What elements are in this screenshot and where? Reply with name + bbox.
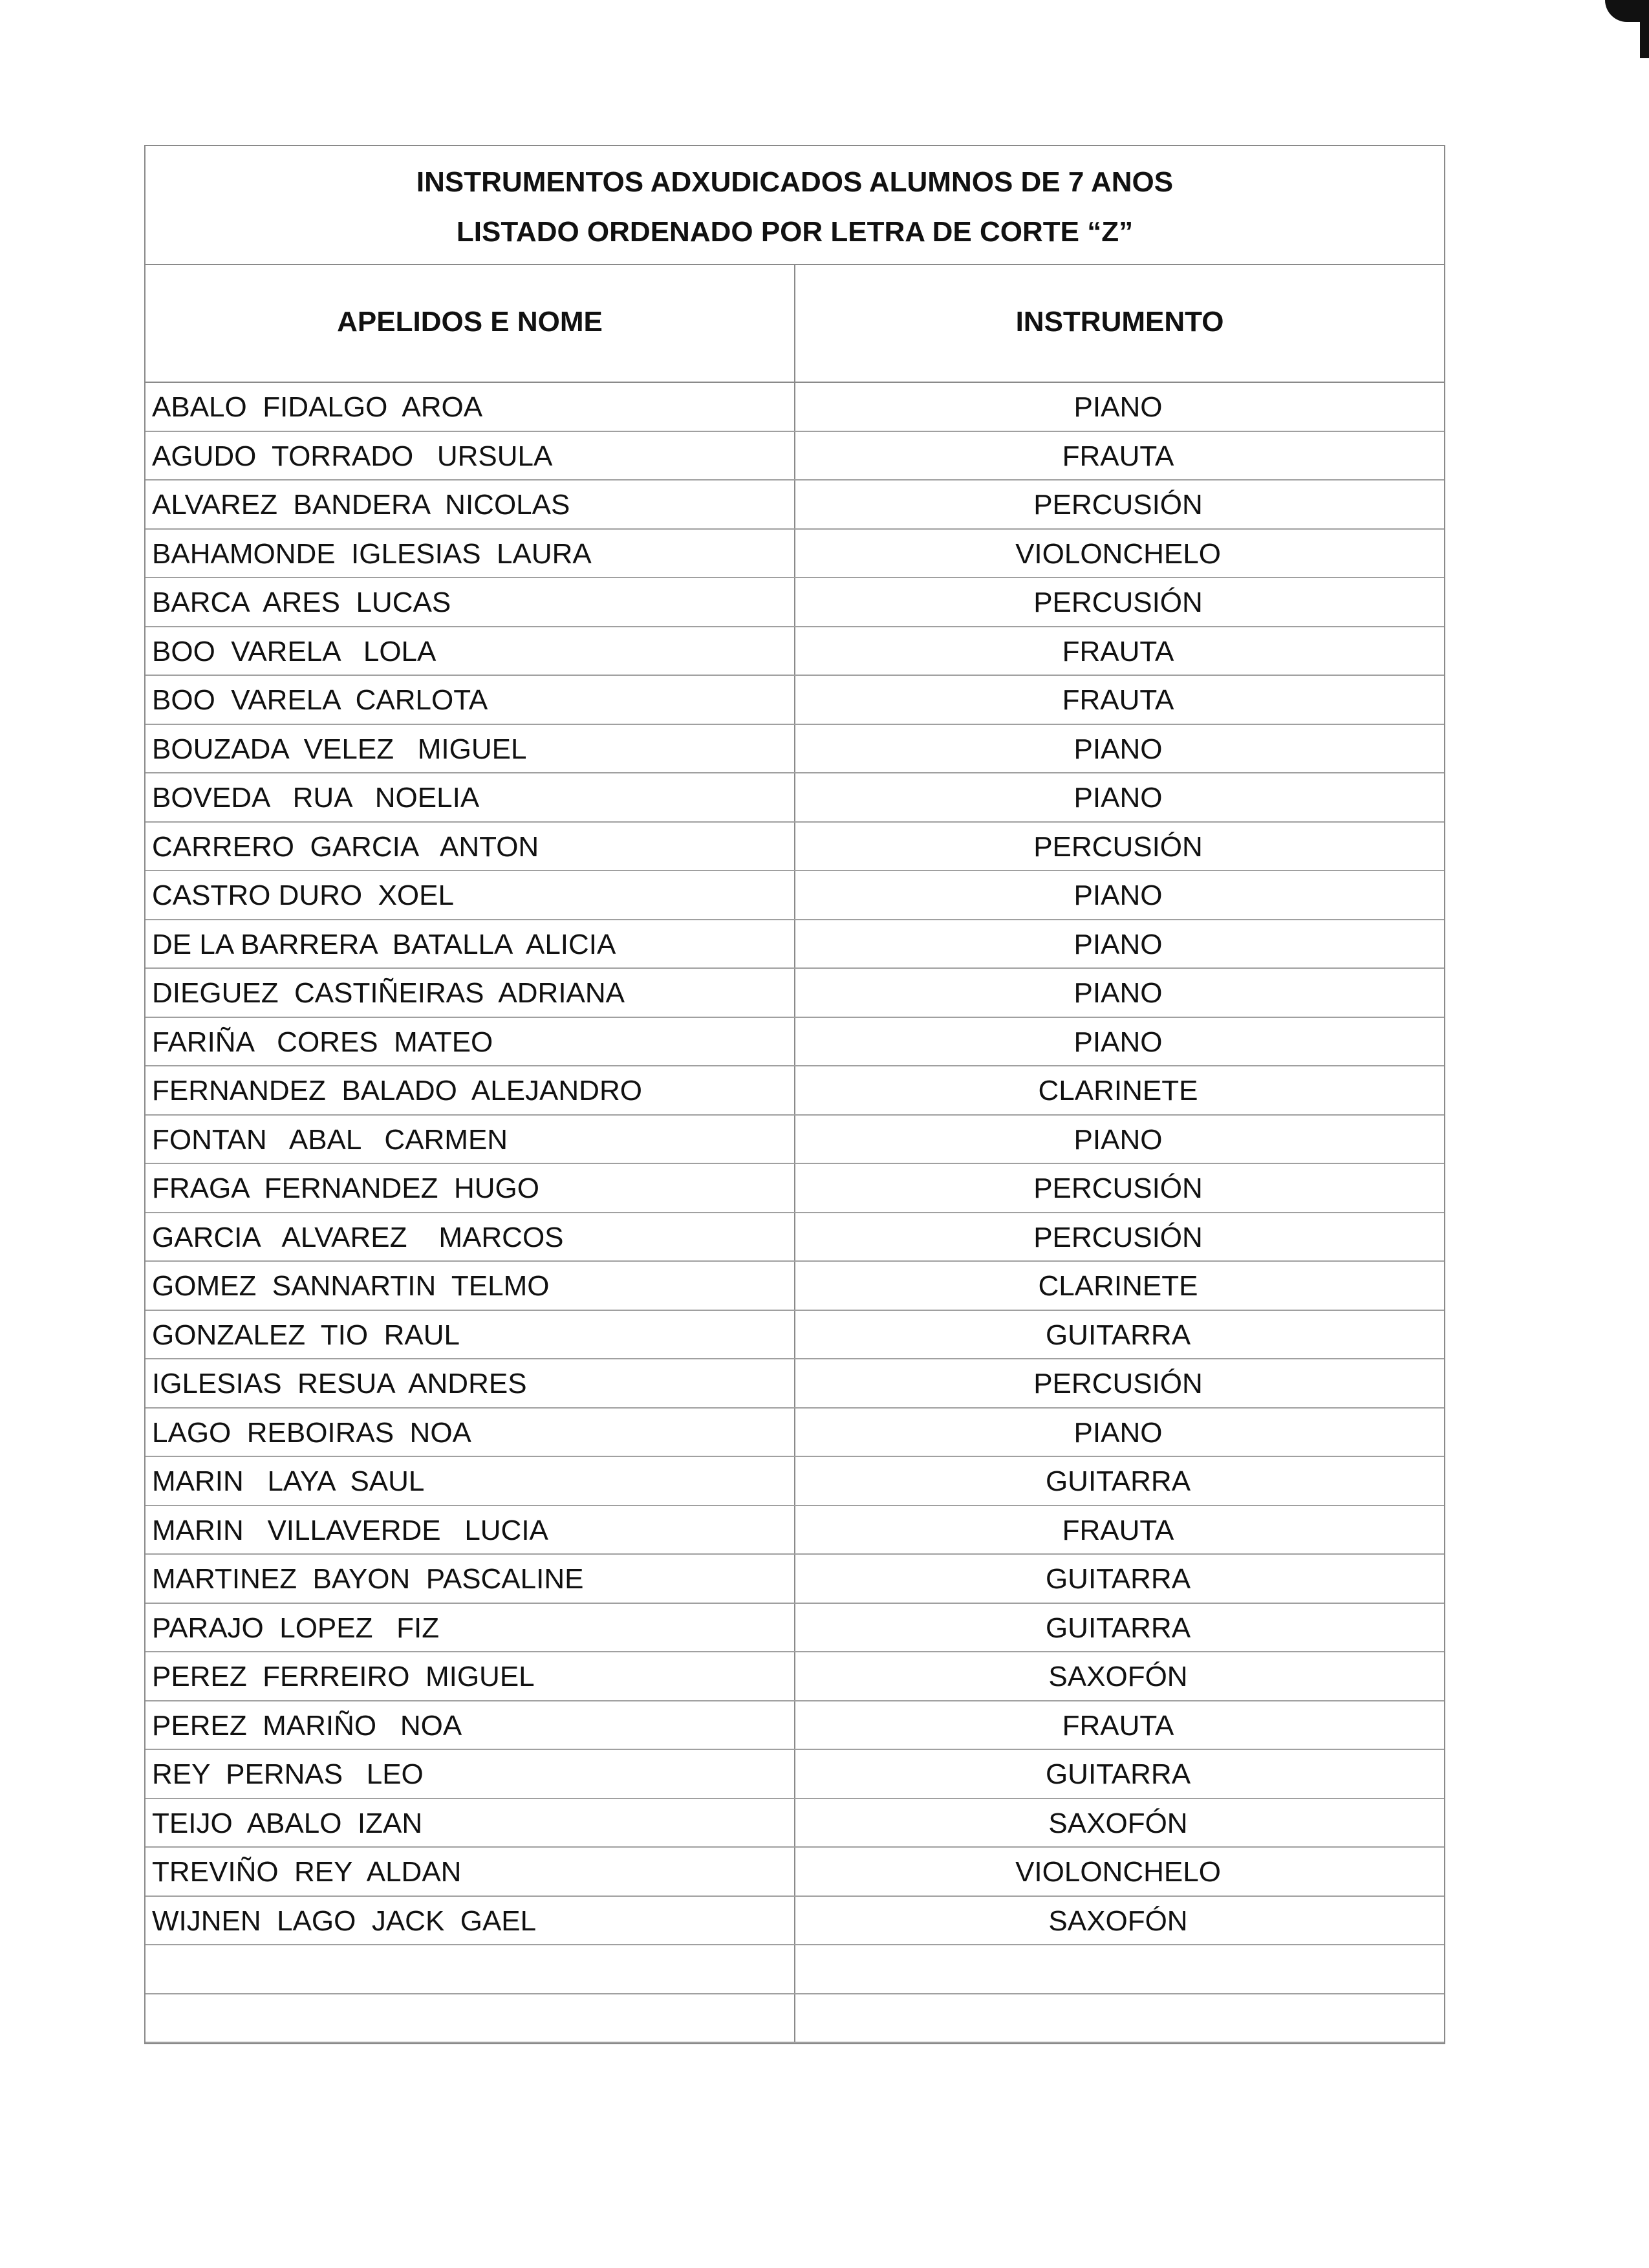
- table-title-block: [146, 146, 1444, 265]
- instrument-cell: PERCUSIÓN: [1033, 489, 1203, 521]
- instrument-cell: GUITARRA: [1045, 1563, 1191, 1595]
- table-row: [146, 1359, 1444, 1409]
- student-name-cell: DE LA BARRERA BATALLA ALICIA: [146, 920, 795, 968]
- instrument-cell: [795, 1945, 1444, 1993]
- instrument-cell: VIOLONCHELO: [1015, 1856, 1221, 1888]
- table-row: [146, 1116, 1444, 1165]
- instrument-cell: PIANO: [1073, 391, 1163, 423]
- table-body: [146, 383, 1444, 2043]
- instrument-cell: FRAUTA: [1062, 635, 1174, 667]
- student-name-cell: CASTRO DURO XOEL: [146, 871, 795, 919]
- instrument-cell: PIANO: [1073, 1416, 1163, 1449]
- instrument-cell: CLARINETE: [1038, 1270, 1198, 1302]
- table-row: [146, 383, 1444, 432]
- student-name-cell: FERNANDEZ BALADO ALEJANDRO: [146, 1066, 795, 1114]
- table-row: [146, 1701, 1444, 1751]
- student-name-cell: ALVAREZ BANDERA NICOLAS: [146, 481, 795, 528]
- student-name-cell: TEIJO ABALO IZAN: [146, 1799, 795, 1847]
- student-name-cell: ABALO FIDALGO AROA: [146, 383, 795, 431]
- table-row: [146, 1506, 1444, 1555]
- table-row: [146, 1457, 1444, 1506]
- instrument-cell: FRAUTA: [1062, 440, 1174, 472]
- table-row: [146, 1555, 1444, 1604]
- instrument-cell: GUITARRA: [1045, 1319, 1191, 1351]
- instrument-cell: FRAUTA: [1062, 1709, 1174, 1742]
- table-row: [146, 481, 1444, 530]
- instrument-cell: SAXOFÓN: [1048, 1661, 1188, 1692]
- student-name-cell: PARAJO LOPEZ FIZ: [146, 1604, 795, 1652]
- table-row: [146, 627, 1444, 676]
- instrument-cell: GUITARRA: [1045, 1612, 1191, 1644]
- student-name-cell: IGLESIAS RESUA ANDRES: [146, 1359, 795, 1407]
- instrument-cell: [795, 1994, 1444, 2042]
- instrument-cell: VIOLONCHELO: [1015, 537, 1221, 570]
- instrument-cell: SAXOFÓN: [1048, 1807, 1188, 1839]
- student-name-cell: MARIN LAYA SAUL: [146, 1457, 795, 1505]
- table-row: [146, 1164, 1444, 1213]
- table-row: [146, 1604, 1444, 1653]
- student-name-cell: BAHAMONDE IGLESIAS LAURA: [146, 530, 795, 578]
- instrument-cell: PIANO: [1073, 928, 1163, 960]
- instrument-cell: PERCUSIÓN: [1033, 1368, 1203, 1399]
- instrument-cell: PERCUSIÓN: [1033, 1221, 1203, 1253]
- student-name-cell: PEREZ MARIÑO NOA: [146, 1701, 795, 1749]
- student-name-cell: MARTINEZ BAYON PASCALINE: [146, 1555, 795, 1603]
- instrument-cell: PIANO: [1073, 782, 1163, 814]
- document-title: INSTRUMENTOS ADXUDICADOS ALUMNOS DE 7 ANOS: [416, 166, 1174, 198]
- student-name-cell: [146, 1994, 795, 2042]
- assignment-table: [144, 145, 1445, 2044]
- student-name-cell: TREVIÑO REY ALDAN: [146, 1848, 795, 1895]
- table-row: [146, 530, 1444, 579]
- table-row: [146, 1750, 1444, 1799]
- student-name-cell: LAGO REBOIRAS NOA: [146, 1409, 795, 1456]
- table-row: [146, 1213, 1444, 1262]
- table-row: [146, 1799, 1444, 1848]
- instrument-cell: PIANO: [1073, 1026, 1163, 1058]
- table-row: [146, 1262, 1444, 1311]
- instrument-cell: PERCUSIÓN: [1033, 587, 1203, 618]
- student-name-cell: GOMEZ SANNARTIN TELMO: [146, 1262, 795, 1310]
- instrument-cell: PIANO: [1073, 880, 1163, 911]
- student-name-cell: BOO VARELA CARLOTA: [146, 676, 795, 724]
- table-row: [146, 871, 1444, 920]
- student-name-cell: GARCIA ALVAREZ MARCOS: [146, 1213, 795, 1261]
- table-row: [146, 1848, 1444, 1897]
- table-row: [146, 1409, 1444, 1458]
- table-header-row: [146, 265, 1444, 383]
- table-row: [146, 1994, 1444, 2044]
- instrument-cell: PIANO: [1073, 1123, 1163, 1156]
- document-subtitle: LISTADO ORDENADO POR LETRA DE CORTE “Z”: [456, 216, 1134, 248]
- table-row: [146, 1311, 1444, 1360]
- table-row: [146, 823, 1444, 872]
- instrument-cell: FRAUTA: [1062, 684, 1174, 716]
- header-name: APELIDOS E NOME: [146, 265, 795, 382]
- student-name-cell: FARIÑA CORES MATEO: [146, 1018, 795, 1066]
- table-row: [146, 1652, 1444, 1701]
- instrument-cell: GUITARRA: [1045, 1465, 1191, 1497]
- student-name-cell: FONTAN ABAL CARMEN: [146, 1116, 795, 1163]
- table-row: [146, 676, 1444, 725]
- scan-edge-mark: [1605, 0, 1649, 22]
- table-row: [146, 725, 1444, 774]
- student-name-cell: FRAGA FERNANDEZ HUGO: [146, 1164, 795, 1212]
- table-row: [146, 578, 1444, 627]
- instrument-cell: PIANO: [1073, 977, 1163, 1009]
- student-name-cell: BOVEDA RUA NOELIA: [146, 773, 795, 821]
- student-name-cell: MARIN VILLAVERDE LUCIA: [146, 1506, 795, 1554]
- instrument-cell: PERCUSIÓN: [1033, 830, 1203, 863]
- table-row: [146, 773, 1444, 823]
- instrument-cell: PIANO: [1073, 733, 1163, 765]
- student-name-cell: [146, 1945, 795, 1993]
- student-name-cell: DIEGUEZ CASTIÑEIRAS ADRIANA: [146, 969, 795, 1017]
- student-name-cell: GONZALEZ TIO RAUL: [146, 1311, 795, 1359]
- table-row: [146, 969, 1444, 1018]
- student-name-cell: BOO VARELA LOLA: [146, 627, 795, 675]
- student-name-cell: AGUDO TORRADO URSULA: [146, 432, 795, 480]
- student-name-cell: PEREZ FERREIRO MIGUEL: [146, 1652, 795, 1700]
- instrument-cell: FRAUTA: [1062, 1514, 1174, 1546]
- instrument-cell: SAXOFÓN: [1048, 1905, 1188, 1937]
- student-name-cell: CARRERO GARCIA ANTON: [146, 823, 795, 870]
- table-row: [146, 432, 1444, 481]
- student-name-cell: WIJNEN LAGO JACK GAEL: [146, 1897, 795, 1945]
- table-row: [146, 1897, 1444, 1946]
- table-row: [146, 1018, 1444, 1067]
- student-name-cell: BOUZADA VELEZ MIGUEL: [146, 725, 795, 773]
- table-row: [146, 1945, 1444, 1994]
- student-name-cell: BARCA ARES LUCAS: [146, 578, 795, 626]
- instrument-cell: CLARINETE: [1038, 1075, 1198, 1107]
- table-row: [146, 1066, 1444, 1116]
- instrument-cell: GUITARRA: [1045, 1758, 1191, 1790]
- instrument-cell: PERCUSIÓN: [1033, 1172, 1203, 1204]
- table-row: [146, 920, 1444, 969]
- header-instrument: INSTRUMENTO: [1015, 306, 1224, 338]
- student-name-cell: REY PERNAS LEO: [146, 1750, 795, 1798]
